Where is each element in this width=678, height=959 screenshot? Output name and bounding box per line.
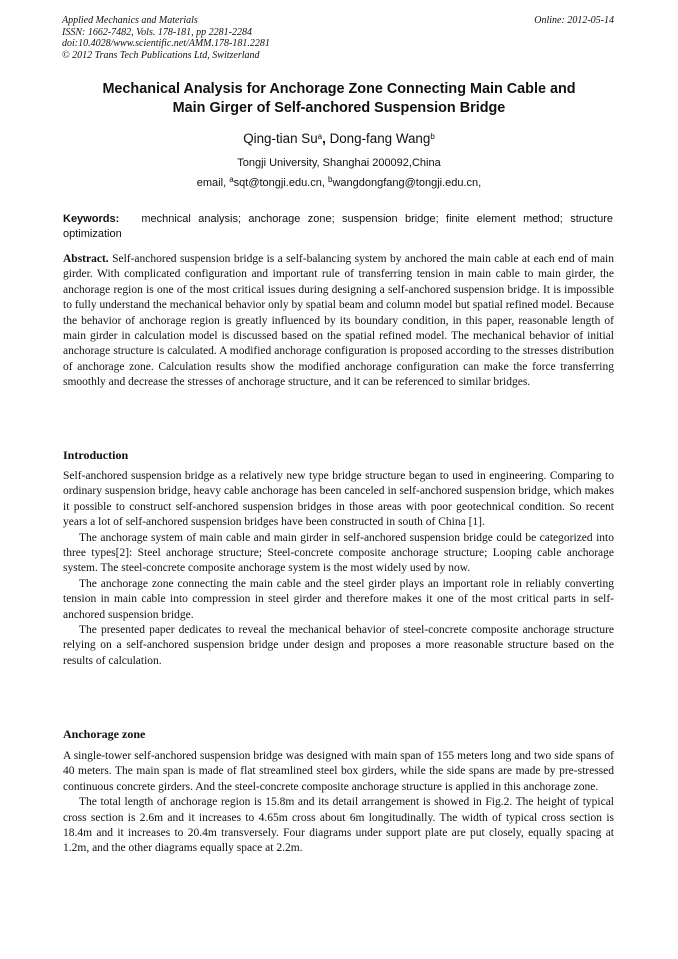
doi: doi:10.4028/www.scientific.net/AMM.178-181.2281 xyxy=(62,38,270,50)
copyright: © 2012 Trans Tech Publications Ltd, Switzerland xyxy=(62,49,260,61)
introduction-heading: Introduction xyxy=(63,448,129,462)
email-line xyxy=(0,177,678,189)
author-2-sup: b xyxy=(430,132,435,141)
email-a-sup: a xyxy=(229,175,234,184)
journal-header xyxy=(62,15,270,61)
paper-title xyxy=(40,80,638,118)
author-2: Dong-fang Wang xyxy=(329,131,431,146)
email-b: wangdongfang@tongji.edu.cn, xyxy=(332,177,482,189)
online-date: Online: 2012-05-14 xyxy=(534,15,614,26)
keywords xyxy=(63,212,613,241)
email-a: sqt@tongji.edu.cn, xyxy=(233,177,325,189)
intro-paragraph-2: The anchorage system of main cable and main girder in self-anchored suspension bridge could be categorized into three types[2]: Steel anchorage structure; Steel-concrete composite anchorage structure; Looping cable anchorage system. The steel-concrete composite anchorage system is the most widely used by now. xyxy=(63,531,614,575)
intro-paragraph-3: The anchorage zone connecting the main cable and the steel girder plays an important role in reliably converting tension in main cable into compression in steel girder and therefore makes it one of the most critical parts in self-anchored suspension bridge. xyxy=(63,577,614,621)
title-line-2: Main Girger of Self-anchored Suspension Bridge xyxy=(172,100,506,116)
anchorage-paragraph-1: A single-tower self-anchored suspension bridge was designed with main span of 155 meters long and two side spans of 40 meters. The main span is made of flat streamlined steel box girders, while the side spans are made by pre-stressed continuous concrete girders. And the steel-concrete composite anchorage structure is applied in this anchorage zone. xyxy=(63,750,614,793)
intro-paragraph-1: Self-anchored suspension bridge as a relatively new type bridge structure began to used in engineering. Comparing to ordinary suspension bridge, heavy cable anchorage has been canceled in self-anchored suspension bridge, which makes it possible to construct self-anchored suspension bridges in those areas with poor geotechnical condition. So recent years a lot of self-anchored suspension bridges have been constructed in south of China [1]. xyxy=(63,470,614,529)
abstract-text: Self-anchored suspension bridge is a self-balancing system by anchored the main cable at each end of main girder. With complicated configuration and important rule of transferring tension in main cable to main girder, the anchorage region is one of the most critical issues during designing a self-anchored suspension bridge. It is impossible to fully understand the mechanical behavior only by spatial beam and column model but spatial refined model. Because the behavior of anchorage region is greatly influenced by its boundary condition, in this paper, reasonable length of main girder in calculation model is discussed based on the spatial refined model. The mechanical behavior of initial anchorage structure is calculated. A modified anchorage configuration is proposed according to the stresses distribution of anchorage zone. Calculation results show the modified anchorage configuration can make the force transferring smoothly and decrease the stresses of anchorage structure, and it can be referenced to similar bridges. xyxy=(63,253,614,389)
author-list xyxy=(0,131,678,146)
abstract-label: Abstract. xyxy=(63,253,109,265)
intro-paragraph-4: The presented paper dedicates to reveal the mechanical behavior of steel-concrete composite anchorage structure relying on a self-anchored suspension bridge under design and proposes a more reasonable structure based on the results of calculation. xyxy=(63,624,614,667)
keywords-label: Keywords: xyxy=(63,213,120,225)
affiliation: Tongji University, Shanghai 200092,China xyxy=(237,157,441,169)
anchorage-zone-heading: Anchorage zone xyxy=(63,727,146,741)
title-line-1: Mechanical Analysis for Anchorage Zone Connecting Main Cable and xyxy=(102,81,576,97)
email-b-sup: b xyxy=(327,175,333,184)
introduction-body xyxy=(63,469,614,669)
keywords-text: mechnical analysis; anchorage zone; suspension bridge; finite element method; structure optimization xyxy=(63,213,613,240)
anchorage-zone-body xyxy=(63,749,614,857)
email-prefix: email, xyxy=(196,177,230,189)
author-1: Qing-tian Su xyxy=(243,131,318,146)
abstract xyxy=(63,252,614,391)
anchorage-paragraph-2: The total length of anchorage region is 15.8m and its detail arrangement is showed in Fig.2. The height of typical cross section is 2.6m and it increases to 4.65m cross about 6m longitudinally. The width of typical cross section is 18.4m and it increases to 20.4m transversely. Four diagrams under support plate are put closely, equally spacing at 1.2m, and the other diagrams equally space at 2.2m. xyxy=(63,796,614,855)
journal-name: Applied Mechanics and Materials xyxy=(62,15,198,26)
author-separator: , xyxy=(322,131,330,146)
author-1-sup: a xyxy=(317,132,323,141)
issn: ISSN: 1662-7482, Vols. 178-181, pp 2281-2284 xyxy=(62,26,252,38)
